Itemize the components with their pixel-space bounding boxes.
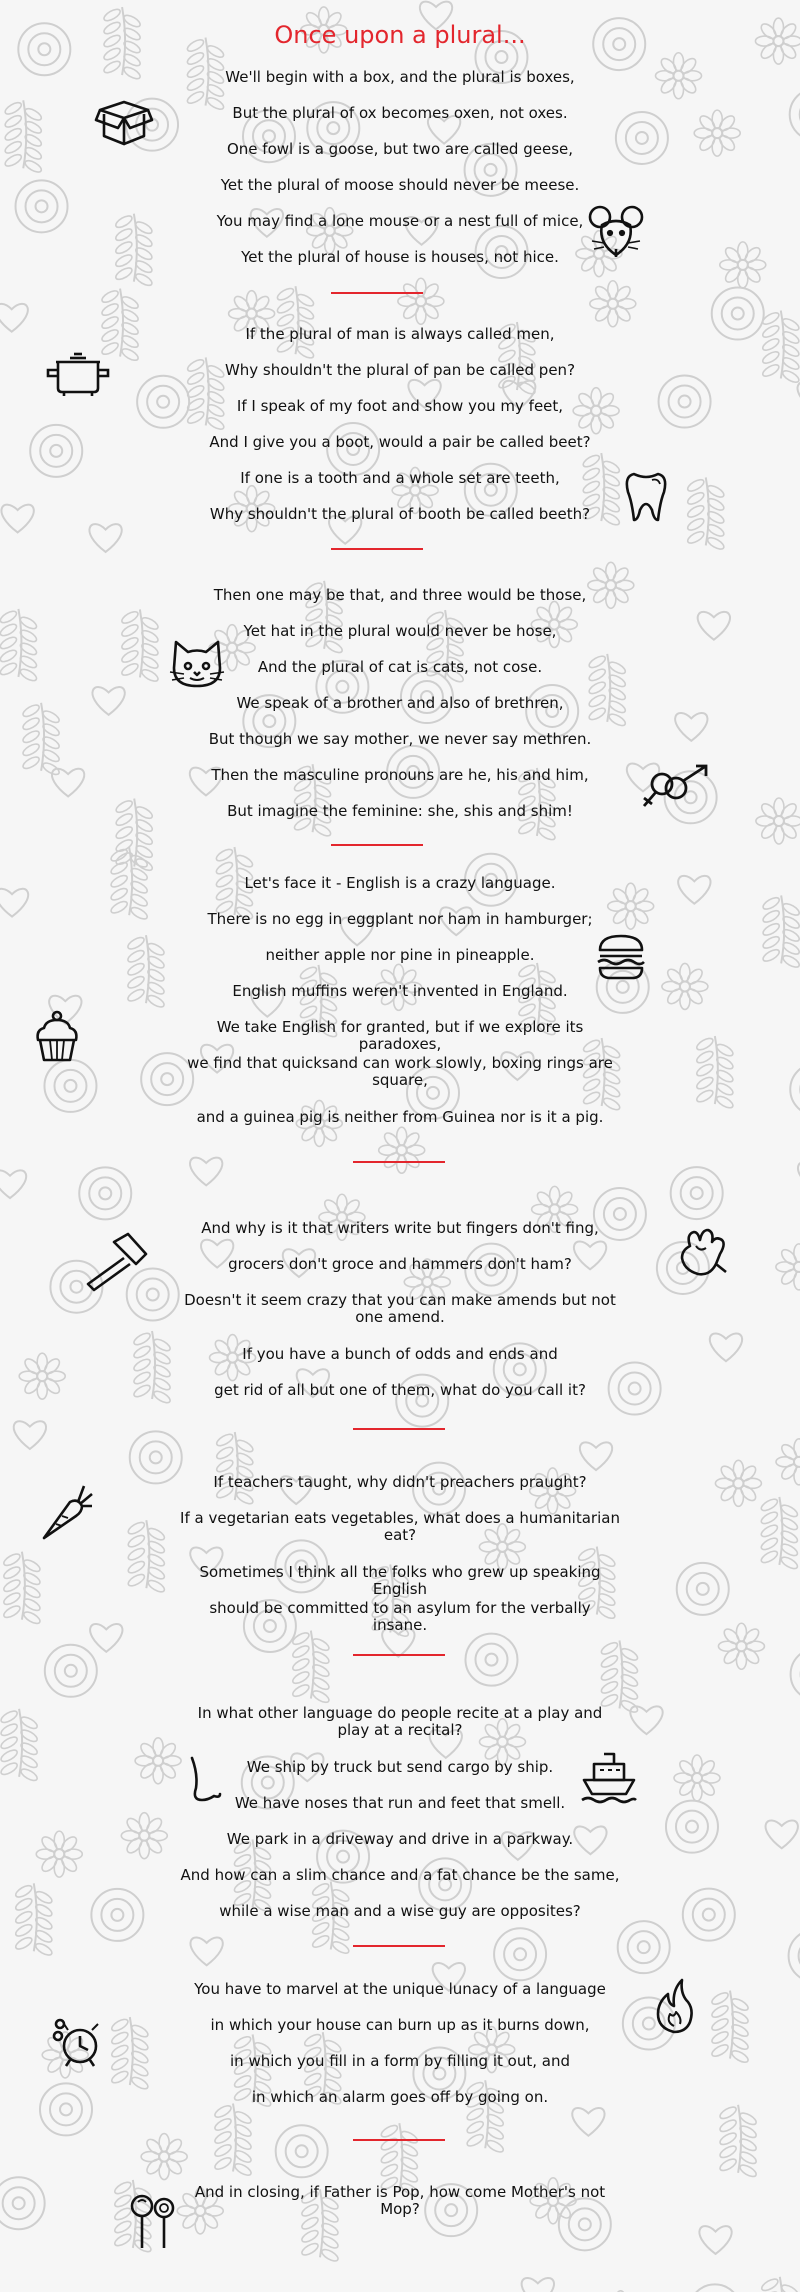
poem-line: But imagine the feminine: she, shis and shim! [227,802,573,820]
poem-line: We'll begin with a box, and the plural is boxes, [225,68,575,86]
poem-line: in which an alarm goes off by going on. [251,2088,549,2106]
poem-line: We ship by truck but send cargo by ship. [246,1758,554,1776]
poem-line: And why is it that writers write but fingers don't fing, [201,1219,599,1237]
poem-line: Yet the plural of moose should never be meese. [220,176,580,194]
poem-line: we find that quicksand can work slowly, boxing rings are square, [187,1054,613,1089]
cooking-pot-icon [44,348,112,396]
poem-line: If a vegetarian eats vegetables, what does a humanitarian eat? [180,1509,620,1544]
poem-line: If the plural of man is always called men, [245,325,555,343]
poem-line: We have noses that run and feet that smell. [234,1794,566,1812]
hammer-icon [84,1232,150,1292]
poem-line: in which your house can burn up as it burns down, [210,2016,590,2034]
poem-line: Yet hat in the plural would never be hose, [243,622,557,640]
poem-line: Why shouldn't the plural of booth be called beeth? [209,505,591,523]
poem-line: Yet the plural of house is houses, not hice. [241,248,559,266]
poem-line: Sometimes I think all the folks who grew up speaking English [199,1563,601,1598]
poem-line: If one is a tooth and a whole set are teeth, [240,469,560,487]
poem-line: If teachers taught, why didn't preachers praught? [213,1473,587,1491]
stanza-divider [353,2139,445,2141]
alarm-clock-icon [52,2016,104,2068]
hand-icon [676,1224,732,1280]
stanza-divider [331,844,423,846]
poem-line: Let's face it - English is a crazy language. [244,874,556,892]
poem-line: and a guinea pig is neither from Guinea nor is it a pig. [196,1108,604,1126]
stanza-divider [331,548,423,550]
box-icon [96,96,152,146]
poem-line: If I speak of my foot and show you my feet, [236,397,564,415]
poem-line: Why shouldn't the plural of pan be called pen? [224,361,576,379]
poem-line: should be committed to an asylum for the verbally insane. [209,1599,591,1634]
poem-line: We park in a driveway and drive in a parkway. [226,1830,574,1848]
poem-line: while a wise man and a wise guy are opposites? [219,1902,581,1920]
flame-icon [654,1978,694,2034]
poem-line: get rid of all but one of them, what do you call it? [214,1381,586,1399]
hamburger-icon [596,932,646,982]
poem-line: And the plural of cat is cats, not cose. [257,658,543,676]
poem-line: But though we say mother, we never say methren. [208,730,592,748]
poem-line: And in closing, if Father is Pop, how come Mother's not Mop? [194,2183,606,2218]
poem-line: One fowl is a goose, but two are called geese, [226,140,574,158]
gender-symbols-icon [640,764,710,810]
ship-icon [580,1752,638,1804]
mouse-icon [588,203,644,259]
stanza-divider [353,1428,445,1430]
poem-line: If you have a bunch of odds and ends and [242,1345,558,1363]
poem-line: In what other language do people recite at a play and play at a recital? [197,1704,603,1739]
poem-line: We speak of a brother and also of brethren, [236,694,564,712]
poem-line: You may find a lone mouse or a nest full of mice, [216,212,584,230]
poem-line: neither apple nor pine in pineapple. [265,946,535,964]
poem-line: There is no egg in eggplant nor ham in hamburger; [207,910,593,928]
tooth-icon [624,470,668,522]
poem-line: And I give you a boot, would a pair be called beet? [209,433,591,451]
poem-line: in which you fill in a form by filling it out, and [230,2052,570,2070]
cat-icon [168,638,226,690]
stanza-divider [353,1161,445,1163]
poem-line: But the plural of ox becomes oxen, not oxes. [232,104,568,122]
nose-icon [186,1754,224,1804]
poem-title: Once upon a plural... [274,21,526,49]
stanza-divider [353,1654,445,1656]
poem-line: Doesn't it seem crazy that you can make amends but not one amend. [184,1291,616,1326]
poem-line: We take English for granted, but if we explore its paradoxes, [216,1018,584,1053]
poem-line: And how can a slim chance and a fat chance be the same, [180,1866,620,1884]
lollipops-icon [128,2192,176,2250]
stanza-divider [331,292,423,294]
stanza-divider [353,1945,445,1947]
poem-line: grocers don't groce and hammers don't ham? [228,1255,572,1273]
poem-line: Then one may be that, and three would be those, [213,586,587,604]
cupcake-icon [34,1010,80,1064]
carrot-icon [40,1482,94,1540]
poem-line: English muffins weren't invented in England. [232,982,568,1000]
poem-line: Then the masculine pronouns are he, his and him, [211,766,589,784]
poem-line: You have to marvel at the unique lunacy of a language [194,1980,606,1998]
